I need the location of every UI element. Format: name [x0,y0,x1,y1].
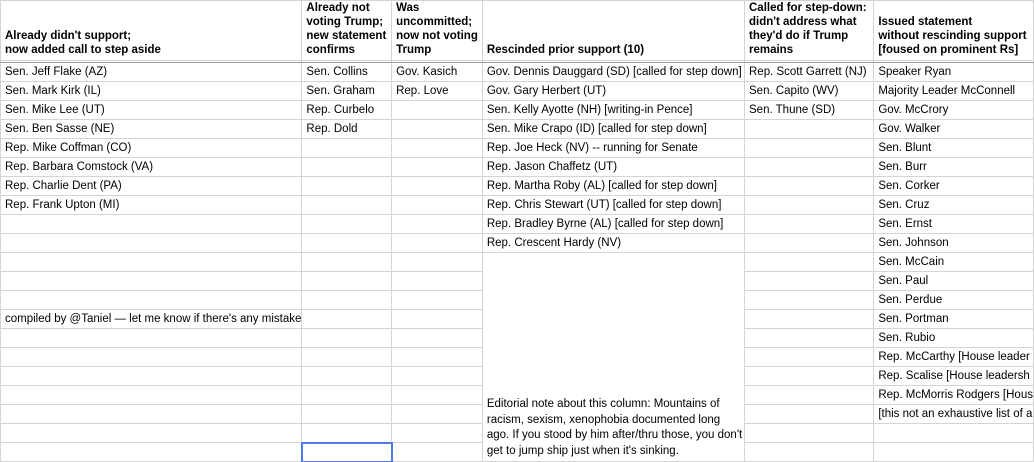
table-cell[interactable]: Rep. Frank Upton (MI) [1,196,302,215]
table-cell[interactable]: Sen. Burr [874,158,1034,177]
table-cell[interactable] [745,234,874,253]
table-cell[interactable]: Rep. Chris Stewart (UT) [called for step down] [482,196,744,215]
table-cell[interactable] [392,120,483,139]
table-cell[interactable] [302,424,392,443]
table-cell[interactable] [745,367,874,386]
table-cell[interactable]: Speaker Ryan [874,63,1034,82]
table-cell[interactable] [1,329,302,348]
table-cell[interactable]: Rep. Crescent Hardy (NV) [482,234,744,253]
table-cell[interactable]: Sen. Perdue [874,291,1034,310]
table-cell[interactable] [392,405,483,424]
table-cell[interactable] [302,272,392,291]
editorial-note-cell[interactable]: Editorial note about this column: Mountains of racism, sexism, xenophobia documented long ago. If you stood by him after/thru those, you don't get to jump ship just when it's sinking. [482,253,744,462]
table-cell[interactable] [302,310,392,329]
table-cell[interactable]: Sen. Kelly Ayotte (NH) [writing-in Pence] [482,101,744,120]
table-cell[interactable] [392,329,483,348]
table-cell[interactable]: Rep. McMorris Rodgers [Hous [874,386,1034,405]
table-cell[interactable] [302,234,392,253]
table-cell[interactable]: Rep. Jason Chaffetz (UT) [482,158,744,177]
table-cell[interactable] [745,348,874,367]
table-cell[interactable]: [this not an exhaustive list of a [874,405,1034,424]
table-cell[interactable] [302,329,392,348]
table-cell[interactable]: Sen. Ben Sasse (NE) [1,120,302,139]
table-cell[interactable]: Gov. McCrory [874,101,1034,120]
table-cell[interactable] [745,158,874,177]
table-cell[interactable] [392,139,483,158]
table-cell[interactable]: Gov. Kasich [392,63,483,82]
header-row [1,1,1034,61]
table-cell[interactable]: Sen. Rubio [874,329,1034,348]
table-cell[interactable] [302,177,392,196]
table-cell[interactable] [1,424,302,443]
table-cell[interactable]: Sen. Johnson [874,234,1034,253]
table-cell[interactable] [302,253,392,272]
table-cell[interactable]: Rep. Scalise [House leadersh [874,367,1034,386]
table-cell[interactable] [745,443,874,462]
table-cell[interactable]: Rep. Scott Garrett (NJ) [745,63,874,82]
table-cell[interactable]: Rep. Joe Heck (NV) -- running for Senate [482,139,744,158]
table-cell[interactable] [1,272,302,291]
table-cell[interactable]: Majority Leader McConnell [874,82,1034,101]
table-cell[interactable] [745,120,874,139]
table-cell[interactable]: Rep. Dold [302,120,392,139]
table-row [1,63,1034,82]
table-cell[interactable] [392,443,483,462]
table-cell[interactable] [392,253,483,272]
table-cell[interactable] [302,348,392,367]
table-cell[interactable] [1,291,302,310]
table-row [1,101,1034,120]
table-cell[interactable]: Sen. Portman [874,310,1034,329]
table-cell[interactable] [1,443,302,462]
table-row [1,82,1034,101]
table-cell[interactable] [1,234,302,253]
table-cell[interactable] [745,310,874,329]
table-cell[interactable] [745,329,874,348]
table-cell[interactable]: Sen. Mike Lee (UT) [1,101,302,120]
table-cell[interactable]: Rep. Barbara Comstock (VA) [1,158,302,177]
table-cell[interactable] [302,386,392,405]
table-cell[interactable]: Sen. Paul [874,272,1034,291]
table-cell[interactable]: Sen. Graham [302,82,392,101]
header-cell-new-statement[interactable]: Already not voting Trump; new statement confirms [302,1,392,61]
table-cell[interactable] [392,101,483,120]
table-cell[interactable] [302,443,392,462]
table-cell[interactable] [392,367,483,386]
table-cell[interactable]: Sen. Mark Kirk (IL) [1,82,302,101]
table-cell[interactable] [302,139,392,158]
table-cell[interactable] [392,177,483,196]
table-cell[interactable] [745,215,874,234]
table-cell[interactable] [745,196,874,215]
header-cell-step-aside[interactable]: Already didn't support; now added call to step aside [1,1,302,61]
table-cell[interactable] [745,291,874,310]
table-cell[interactable] [392,291,483,310]
table-row [1,196,1034,215]
table-row [1,234,1034,253]
table-cell[interactable] [302,405,392,424]
table-cell[interactable] [1,253,302,272]
table-cell[interactable] [392,348,483,367]
table-cell[interactable] [874,443,1034,462]
table-cell[interactable] [745,272,874,291]
table-cell[interactable]: Rep. Martha Roby (AL) [called for step down] [482,177,744,196]
table-cell[interactable] [392,386,483,405]
table-cell[interactable]: Sen. Capito (WV) [745,82,874,101]
table-row [1,253,1034,272]
header-cell-issued-statement[interactable]: Issued statement without rescinding support [foused on prominent Rs] [874,1,1034,61]
table-cell[interactable] [1,405,302,424]
table-cell[interactable] [302,215,392,234]
table-cell[interactable] [392,234,483,253]
header-cell-called-step-down[interactable]: Called for step-down: didn't address what they'd do if Trump remains [745,1,874,61]
table-cell[interactable]: Sen. Ernst [874,215,1034,234]
table-cell[interactable]: Rep. Curbelo [302,101,392,120]
table-cell[interactable] [1,386,302,405]
table-cell[interactable]: Rep. Mike Coffman (CO) [1,139,302,158]
table-cell[interactable]: Rep. Charlie Dent (PA) [1,177,302,196]
table-cell[interactable]: Rep. McCarthy [House leader [874,348,1034,367]
table-cell[interactable] [392,310,483,329]
table-cell[interactable]: Sen. Corker [874,177,1034,196]
table-cell[interactable]: Sen. Cruz [874,196,1034,215]
header-cell-uncommitted[interactable]: Was uncommitted; now not voting Trump [392,1,483,61]
table-cell[interactable] [745,139,874,158]
table-cell[interactable]: Sen. Mike Crapo (ID) [called for step down] [482,120,744,139]
table-cell[interactable] [745,177,874,196]
table-row [1,120,1034,139]
table-cell[interactable] [745,424,874,443]
table-cell[interactable]: Gov. Walker [874,120,1034,139]
table-cell[interactable] [302,367,392,386]
table-cell[interactable] [392,158,483,177]
table-cell[interactable] [745,386,874,405]
table-cell[interactable] [745,405,874,424]
table-cell[interactable] [302,158,392,177]
table-row [1,215,1034,234]
table-cell[interactable] [874,424,1034,443]
table-cell[interactable] [392,424,483,443]
table-cell[interactable]: Sen. Thune (SD) [745,101,874,120]
table-row [1,177,1034,196]
table-cell[interactable] [392,272,483,291]
table-body [1,63,1034,462]
table-cell[interactable] [1,348,302,367]
table-cell[interactable] [392,215,483,234]
table-cell[interactable] [302,291,392,310]
table-row [1,139,1034,158]
table-cell[interactable] [1,215,302,234]
table-cell[interactable]: Sen. McCain [874,253,1034,272]
table-cell[interactable]: Rep. Love [392,82,483,101]
table-cell[interactable]: Sen. Collins [302,63,392,82]
table-cell[interactable]: Rep. Bradley Byrne (AL) [called for step down] [482,215,744,234]
table-cell[interactable] [302,196,392,215]
table-cell[interactable]: compiled by @Taniel — let me know if there's any mistake [1,310,302,329]
table-cell[interactable]: Gov. Gary Herbert (UT) [482,82,744,101]
table-cell[interactable] [392,196,483,215]
table-row [1,158,1034,177]
table-cell[interactable]: Sen. Blunt [874,139,1034,158]
table-cell[interactable]: Sen. Jeff Flake (AZ) [1,63,302,82]
table-cell[interactable]: Gov. Dennis Dauggard (SD) [called for step down] [482,63,744,82]
table-cell[interactable] [1,367,302,386]
header-cell-rescinded[interactable]: Rescinded prior support (10) [482,1,744,61]
table-cell[interactable] [745,253,874,272]
